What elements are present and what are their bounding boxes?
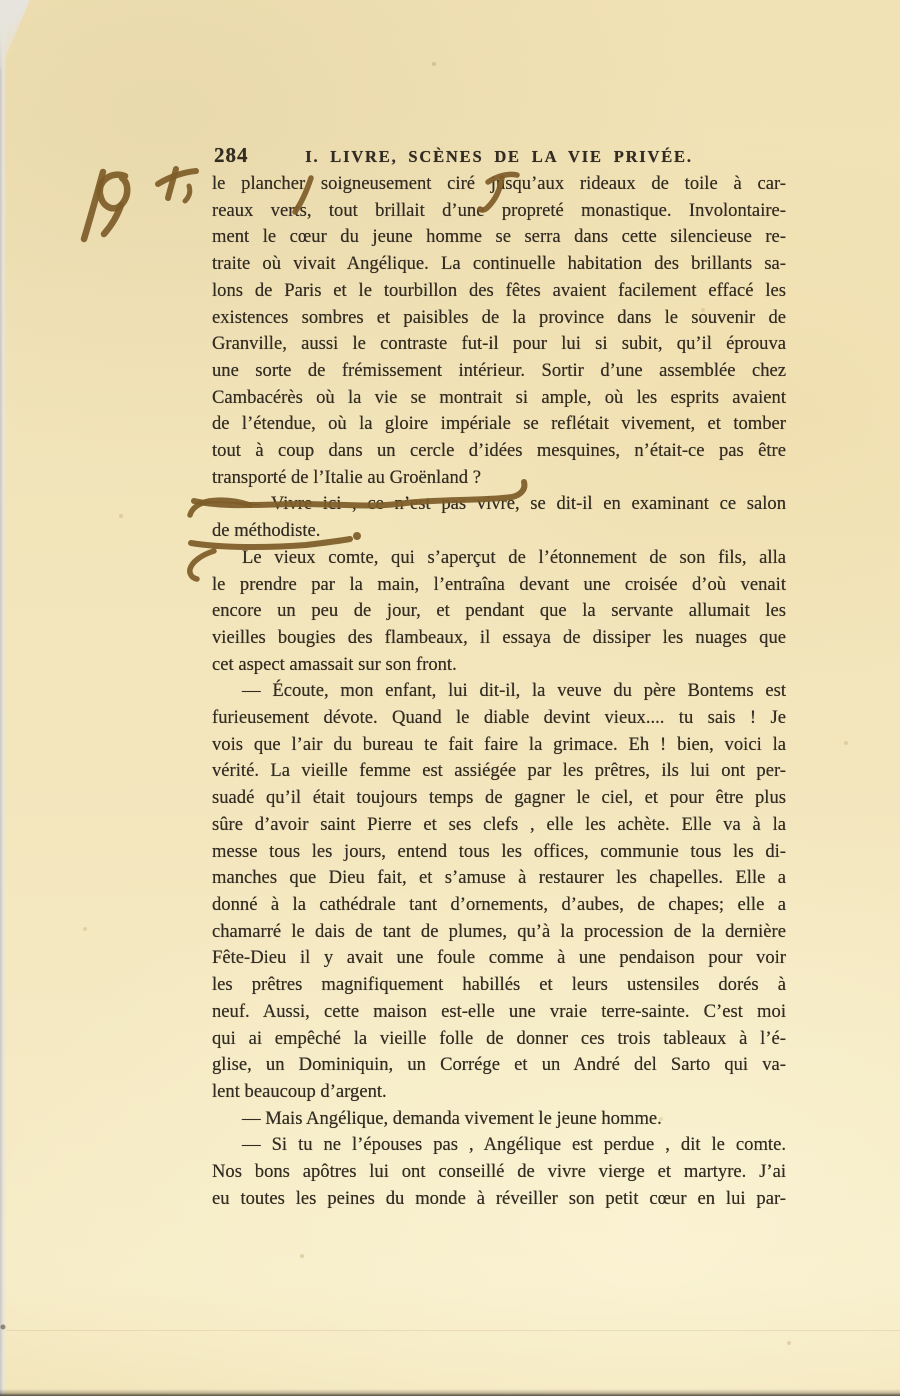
text-line: existences sombres et paisibles de la province dans le souvenir de bbox=[212, 306, 786, 328]
text-line: le prendre par la main, l’entraîna devant une croisée d’où venait bbox=[212, 573, 786, 595]
text-line: — Écoute, mon enfant, lui dit-il, la veuve du père Bontems est bbox=[242, 680, 786, 702]
text-line: vérité. La vieille femme est assiégée par les prêtres, ils lui ont per- bbox=[212, 760, 786, 782]
text-line: donné à la cathédrale tant d’ornements, d’aubes, de chapes; elle a bbox=[212, 893, 786, 915]
text-line: lons de Paris et le tourbillon des fêtes avaient facilement effacé les bbox=[212, 279, 786, 301]
text-line: — Si tu ne l’épouses pas , Angélique est perdue , dit le comte. bbox=[242, 1134, 786, 1156]
margin-note-18t bbox=[84, 169, 196, 239]
text-line: tout à coup dans un cercle d’idées mesquines, n’était-ce pas être bbox=[212, 440, 786, 462]
text-line: une sorte de frémissement intérieur. Sortir d’une assemblée chez bbox=[212, 359, 786, 381]
text-line: reaux verts, tout brillait d’une propreté monastique. Involontaire- bbox=[212, 199, 786, 221]
text-line: traite où vivait Angélique. La continuelle habitation des brillants sa- bbox=[212, 253, 786, 275]
text-line: Cambacérès où la vie se montrait si ample, où les esprits avaient bbox=[212, 386, 786, 408]
text-line: ment le cœur du jeune homme se serra dans cette silencieuse re- bbox=[212, 226, 786, 248]
text-line: suadé qu’il était toujours temps de gagner le ciel, et pour être plus bbox=[212, 787, 786, 809]
page-number: 284 bbox=[214, 143, 249, 167]
text-line: lent beaucoup d’argent. bbox=[212, 1080, 387, 1102]
text-line: furieusement dévote. Quand le diable devint vieux.... tu sais ! Je bbox=[212, 707, 786, 729]
text-line: manches que Dieu fait, et s’amuse à restaurer les chapelles. Elle a bbox=[212, 867, 786, 889]
levieux-paren-mark bbox=[190, 551, 214, 579]
text-line: Le vieux comte, qui s’aperçut de l’étonnement de son fils, alla bbox=[242, 546, 786, 568]
running-title: I. LIVRE, SCÈNES DE LA VIE PRIVÉE. bbox=[305, 147, 693, 166]
text-line: glise, un Dominiquin, un Corrége et un André del Sarto qui va- bbox=[212, 1054, 786, 1076]
paper-crease-line bbox=[6, 1330, 900, 1331]
scan-bottom-shadow bbox=[0, 1389, 900, 1396]
text-line: encore un peu de jour, et pendant que la servante allumait les bbox=[212, 600, 786, 622]
text-line: neuf. Aussi, cette maison est-elle une vraie terre-sainte. C’est moi bbox=[212, 1000, 786, 1022]
paper-specks bbox=[0, 0, 2, 2]
text-line: transporté de l’Italie au Groënland ? bbox=[212, 466, 481, 488]
text-line: vieilles bougies des flambeaux, il essaya de dissiper les nuages que bbox=[212, 626, 786, 648]
text-line: eu toutes les peines du monde à réveiller son petit cœur en lui par- bbox=[212, 1187, 786, 1209]
text-line: Fête-Dieu il y avait une foule comme à une pendaison pour voir bbox=[212, 947, 786, 969]
text-line: Granville, aussi le contraste fut-il pour lui si subit, qu’il éprouva bbox=[212, 333, 786, 355]
text-line: sûre d’avoir saint Pierre et ses clefs , elle les achète. Elle va à la bbox=[212, 813, 786, 835]
text-line: Nos bons apôtres lui ont conseillé de vivre vierge et martyre. J’ai bbox=[212, 1161, 786, 1183]
text-line: qui ai empêché la vieille folle de donner ces trois tableaux à l’é- bbox=[212, 1027, 786, 1049]
text-line: messe tous les jours, entend tous les offices, communie tous les di- bbox=[212, 840, 786, 862]
text-line: vois que l’air du bureau te fait faire la grimace. Eh ! bien, voici la bbox=[212, 733, 786, 755]
scan-left-edge bbox=[0, 0, 6, 1396]
text-line: de l’étendue, où la gloire impériale se reflétait vivement, et tomber bbox=[212, 413, 786, 435]
text-line: de méthodiste. bbox=[212, 520, 321, 542]
text-line: — Mais Angélique, demanda vivement le jeune homme. bbox=[242, 1107, 662, 1129]
text-line: les prêtres magnifiquement habillés et leurs ustensiles dorés à bbox=[212, 974, 786, 996]
text-line: le plancher soigneusement ciré jusqu’aux rideaux de toile à car- bbox=[212, 173, 786, 194]
text-line: chamarré le dais de tant de plumes, qu’à la procession de la dernière bbox=[212, 920, 786, 942]
text-line: cet aspect amassait sur son front. bbox=[212, 653, 457, 675]
text-block bbox=[212, 171, 786, 1212]
text-line: — Vivre ici , ce n’est pas vivre, se dit-il en examinant ce salon bbox=[242, 493, 786, 515]
scan-corner-sliver bbox=[0, 0, 30, 70]
